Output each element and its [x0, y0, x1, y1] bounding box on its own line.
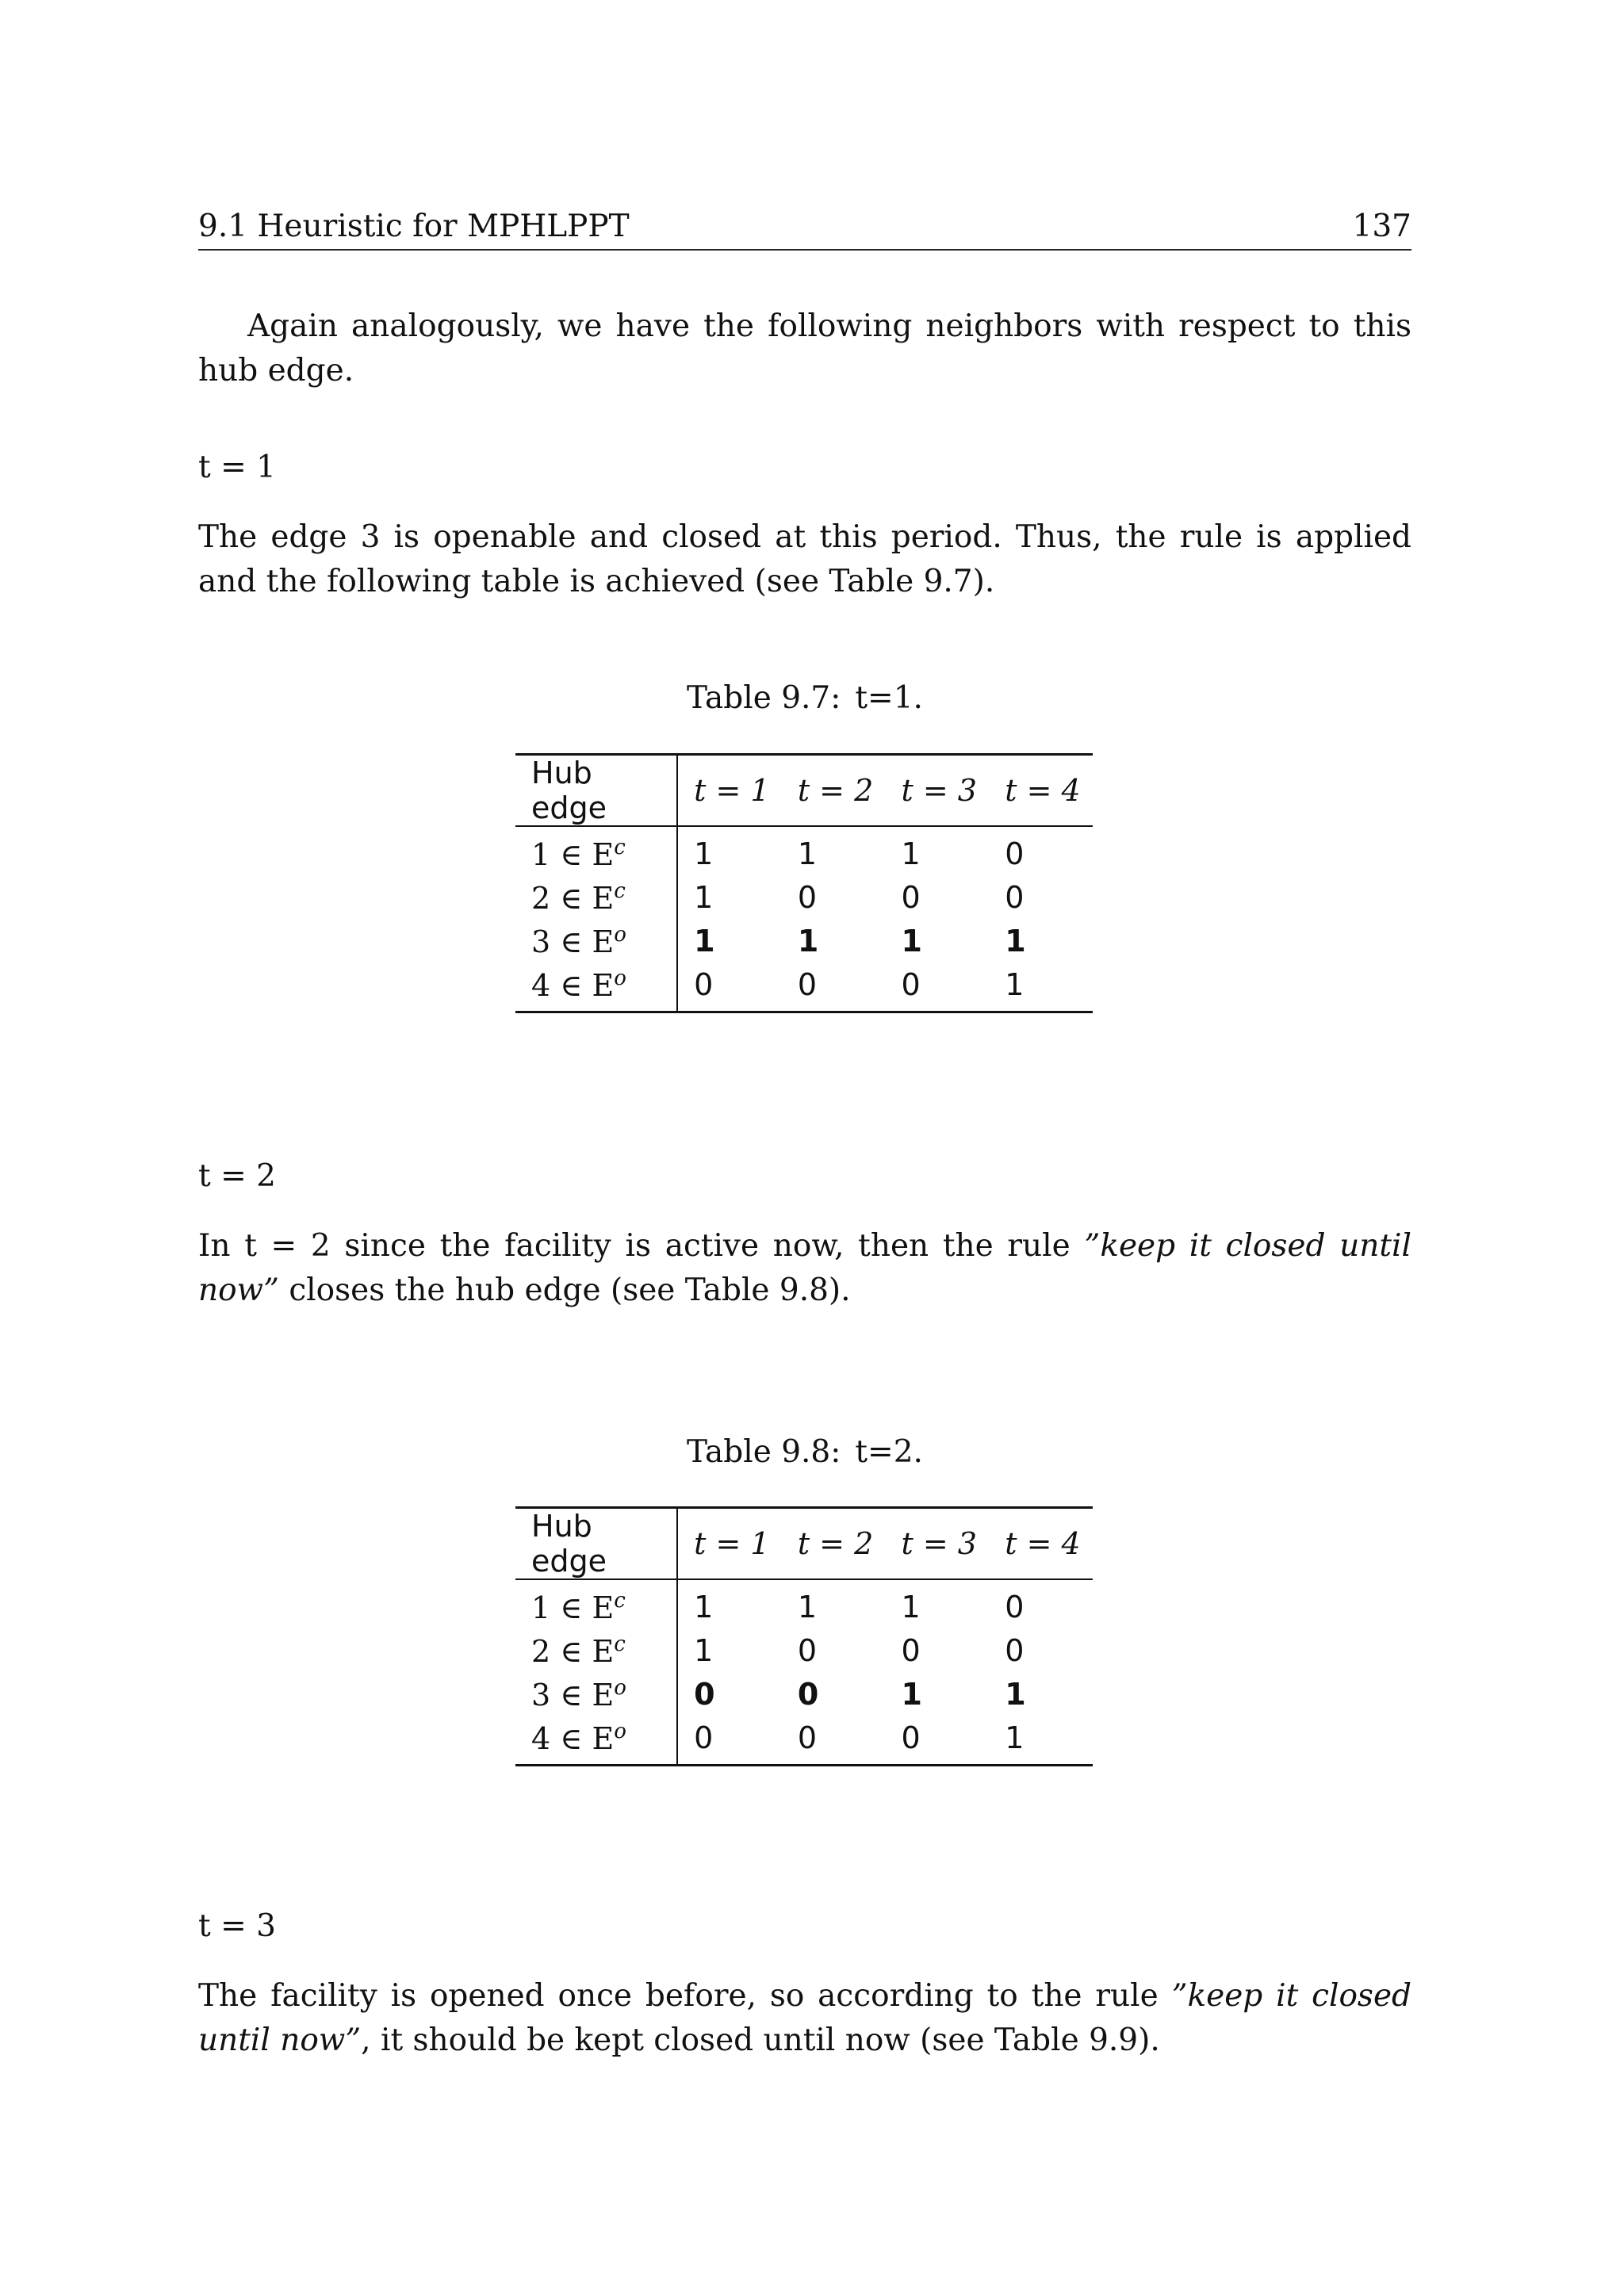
edge-cell: 2 ∈ $E^c$	[515, 875, 677, 919]
value-cell: 1	[1005, 1720, 1025, 1755]
page	[198, 0, 1411, 2296]
running-header	[198, 208, 1411, 251]
table-header-row	[515, 755, 1093, 827]
heading-t2: t = 2	[198, 1158, 276, 1194]
caption-label: Table 9.8:	[687, 1434, 841, 1470]
value-cell: 1	[694, 1632, 714, 1668]
value-cell: 1	[694, 1589, 714, 1624]
section-title: 9.1 Heuristic for MPHLPPT	[198, 209, 630, 244]
column-header: t = 4	[989, 1508, 1093, 1580]
value-cell: 0	[797, 1676, 819, 1712]
column-header: t = 2	[782, 1508, 886, 1580]
table-row	[515, 962, 1093, 1012]
value-cell: 0	[901, 1632, 921, 1668]
table-row	[515, 1628, 1093, 1672]
value-cell: 0	[1005, 1589, 1025, 1624]
edge-cell: 1 ∈ $E^c$	[515, 1579, 677, 1628]
value-cell: 0	[1005, 879, 1025, 915]
value-cell: 1	[694, 923, 715, 959]
value-cell: 0	[901, 1720, 921, 1755]
paragraph-t3: The facility is opened once before, so according to the rule ”keep it closed until now”, it should be kept closed until now (see Table 9.9).	[198, 1978, 1411, 2058]
column-header: Hub edge	[515, 755, 677, 827]
value-cell: 0	[694, 966, 714, 1002]
table-row	[515, 1716, 1093, 1766]
table-row	[515, 1579, 1093, 1628]
paragraph-t1: The edge 3 is openable and closed at this period. Thus, the rule is applied and the following table is achieved (see Table 9.7).	[198, 519, 1411, 599]
column-header: t = 1	[677, 755, 782, 827]
heading-t3: t = 3	[198, 1908, 276, 1944]
table-9-7	[515, 753, 1093, 1013]
table-header-row	[515, 1508, 1093, 1580]
value-cell: 1	[901, 836, 921, 871]
value-cell: 0	[797, 1720, 818, 1755]
table-9-8	[515, 1506, 1093, 1766]
table-row-highlighted	[515, 919, 1093, 962]
intro-paragraph: Again analogously, we have the following neighbors with respect to this hub edge.	[198, 308, 1411, 388]
value-cell: 0	[797, 966, 818, 1002]
value-cell: 1	[901, 1589, 921, 1624]
table-9-8-caption	[198, 1433, 1411, 1471]
value-cell: 1	[694, 879, 714, 915]
paragraph-t2: In t = 2 since the facility is active now, then the rule ”keep it closed until now” closes the hub edge (see Table 9.8).	[198, 1228, 1411, 1308]
column-header: Hub edge	[515, 1508, 677, 1580]
heading-t1: t = 1	[198, 450, 276, 485]
value-cell: 1	[1005, 1676, 1026, 1712]
value-cell: 1	[901, 923, 922, 959]
edge-cell: 3 ∈ $E^o$	[515, 1672, 677, 1716]
table-9-7-caption	[198, 679, 1411, 718]
value-cell: 1	[901, 1676, 922, 1712]
value-cell: 0	[1005, 836, 1025, 871]
value-cell: 0	[901, 879, 921, 915]
edge-cell: 3 ∈ $E^o$	[515, 919, 677, 962]
table-row-highlighted	[515, 1672, 1093, 1716]
column-header: t = 3	[886, 755, 990, 827]
edge-cell: 4 ∈ $E^o$	[515, 962, 677, 1012]
value-cell: 0	[694, 1676, 715, 1712]
table-row	[515, 875, 1093, 919]
value-cell: 0	[694, 1720, 714, 1755]
edge-cell: 2 ∈ $E^c$	[515, 1628, 677, 1672]
value-cell: 1	[694, 836, 714, 871]
caption-text: t=2.	[855, 1434, 923, 1470]
value-cell: 0	[901, 966, 921, 1002]
column-header: t = 2	[782, 755, 886, 827]
page-number: 137	[1352, 209, 1411, 244]
caption-label: Table 9.7:	[687, 680, 841, 716]
column-header: t = 1	[677, 1508, 782, 1580]
edge-cell: 1 ∈ $E^c$	[515, 826, 677, 875]
value-cell: 1	[797, 923, 819, 959]
caption-text: t=1.	[855, 680, 923, 716]
edge-cell: 4 ∈ $E^o$	[515, 1716, 677, 1766]
value-cell: 1	[1005, 923, 1026, 959]
table-row	[515, 826, 1093, 875]
value-cell: 1	[1005, 966, 1025, 1002]
column-header: t = 4	[989, 755, 1093, 827]
rule-name: ”keep it closed until now”	[198, 1978, 1411, 2058]
value-cell: 1	[797, 836, 818, 871]
rule-name: ”keep it closed until now”	[198, 1228, 1411, 1308]
value-cell: 0	[797, 879, 818, 915]
column-header: t = 3	[886, 1508, 990, 1580]
value-cell: 1	[797, 1589, 818, 1624]
value-cell: 0	[797, 1632, 818, 1668]
value-cell: 0	[1005, 1632, 1025, 1668]
